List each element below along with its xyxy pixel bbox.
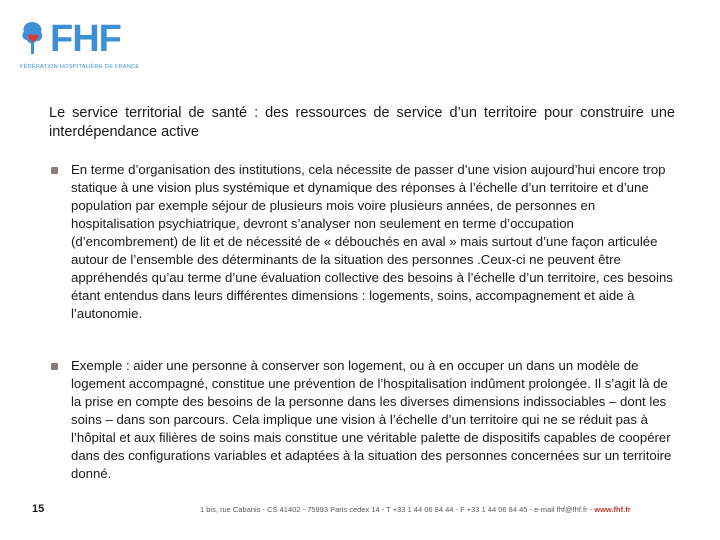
bullet-text: Exemple : aider une personne à conserver son logement, ou à en occuper un dans un modèle de logement accompagné, constitue une prévention de l’hospitalisation indûment prolongée. Il s’agit là de la prise en compte des besoins de la personne dans les diverses dimensions indissociables – dont les soins – dans son parcours. Cela implique une vision à l’échelle d’un territoire qui ne se réduit pas à l’hôpital et aux filières de soins mais constitue une véritable palette de dispositifs capables de coopérer dans des configurations variables et adaptées à la situation des personnes concernées sur un territoire donné. [71, 358, 672, 481]
page-number: 15 [32, 503, 45, 515]
bullet-text: En terme d’organisation des institutions, cela nécessite de passer d’une vision aujourd’hui encore trop statique à une vision plus systémique et dynamique des réponses à l’échelle d’un territoire et d’une population par exemple séjour de plusieurs mois voire plusieurs années, de personnes en hospitalisation psychiatrique, devront s’analyser non seulement en terme d’occupation (d’encombrement) de lit et de nécessité de « débouchés en aval » mais surtout d’une façon articulée autour de l’ensemble des déterminants de la situation des personnes .Ceux-ci ne peuvent être appréhendés qu’au terme d’une évaluation collective des besoins à l’échelle d’un territoire, ces besoins étant entendus dans leurs différentes dimensions : logements, soins, accompagnement et aide à l’autonomie. [71, 162, 673, 321]
bullet-item [48, 357, 676, 483]
bullet-square-icon [51, 167, 58, 174]
tree-heart-icon [18, 18, 46, 58]
bullet-square-icon [51, 363, 58, 370]
bullet-item [48, 161, 676, 323]
fhf-logo [18, 18, 138, 74]
footer-contact [200, 505, 690, 514]
logo-wordmark: FHF [50, 18, 121, 60]
footer-address: 1 bis, rue Cabanis - CS 41402 - 75993 Paris cedex 14 - T +33 1 44 06 84 44 - F +33 1 44 06 84 45 - e-mail fhf@fhf.fr - [200, 505, 593, 514]
footer-url[interactable]: www.fhf.fr [594, 505, 631, 514]
logo-subtitle: FÉDÉRATION HOSPITALIÈRE DE FRANCE [20, 64, 140, 70]
slide-title: Le service territorial de santé : des ressources de service d’un territoire pour construire une interdépendance active [49, 105, 675, 140]
